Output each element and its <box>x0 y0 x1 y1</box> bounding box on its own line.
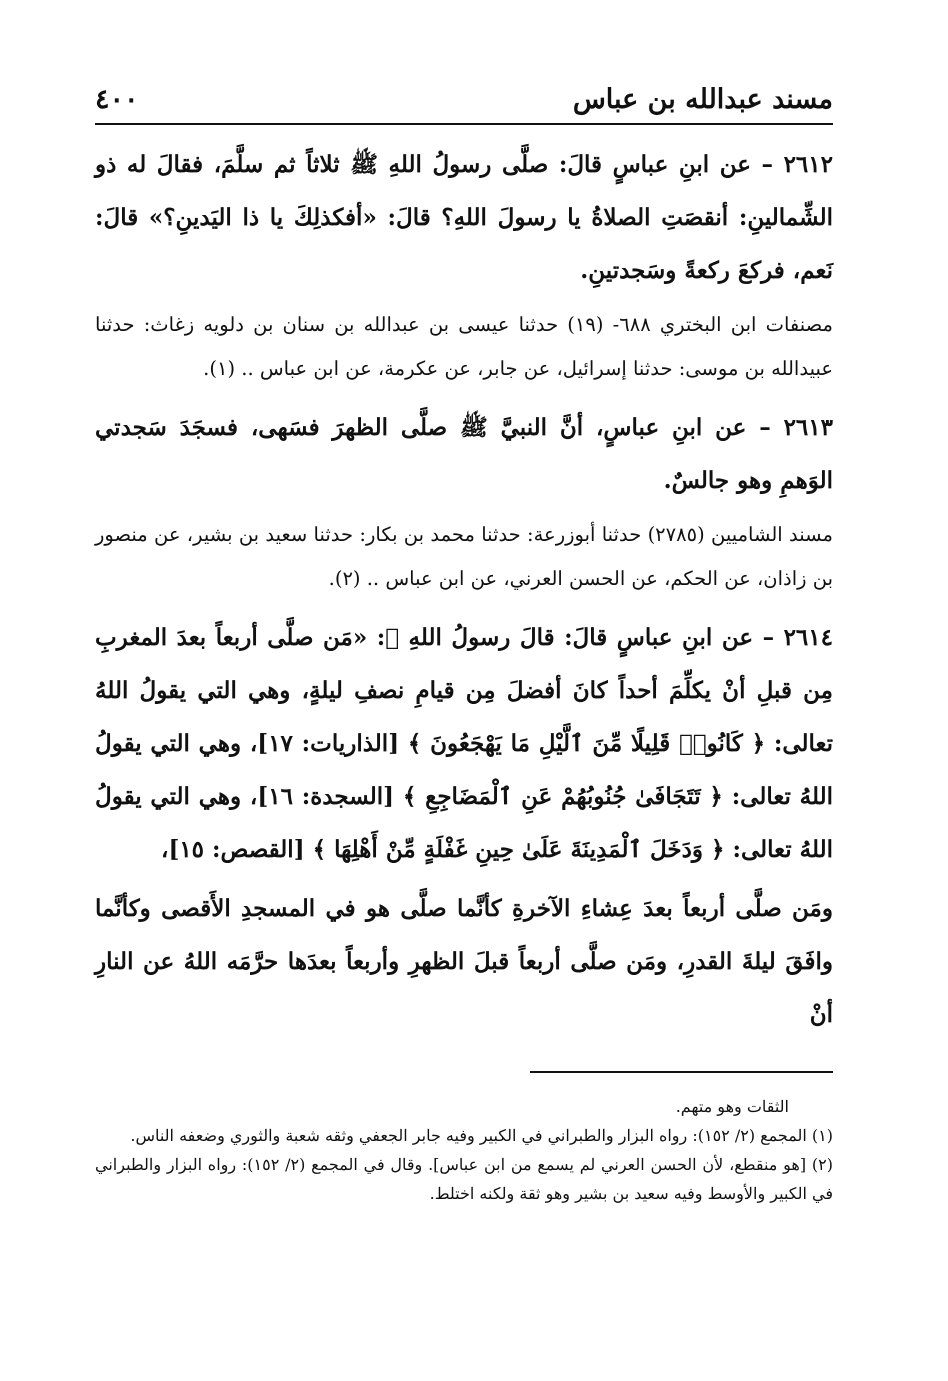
footnote-2: (٢) [هو منقطع، لأن الحسن العرني لم يسمع من ابن عباس]. وقال في المجمع (٢/ ١٥٢): رواه البزار والطبراني في الكبير والأوسط وفيه سعيد بن بشير وهو ثقة ولكنه اختلط. <box>95 1155 833 1203</box>
footnotes <box>95 1092 833 1208</box>
source-2612: مصنفات ابن البختري ٦٨٨- (١٩) حدثنا عيسى بن عبدالله بن سنان بن دلويه زغاث: حدثنا عبيدالله بن موسى: حدثنا إسرائيل، عن جابر، عن عكرمة، عن ابن عباس .. (١). <box>95 313 833 380</box>
hadith-2613: ٢٦١٣ – عن ابنِ عباسٍ، أنَّ النبيَّ ﷺ صلَّى الظهرَ فسَهى، فسجَدَ سَجدتي الوَهمِ وهو جالسٌ. <box>95 414 833 494</box>
hadith-2614-continuation: ومَن صلَّى أربعاً بعدَ عِشاءِ الآخرةِ كأنَّما صلَّى هو في المسجدِ الأَقصى وكأنَّما وافَقَ ليلةَ القدرِ، ومَن صلَّى أربعاً قبلَ الظهرِ وأربعاً بعدَها حرَّمَه اللهُ عن النارِ أنْ <box>95 895 833 1028</box>
hadith-2614: ٢٦١٤ – عن ابنِ عباسٍ قالَ: قالَ رسولُ اللهِ ﷺ: «مَن صلَّى أربعاً بعدَ المغربِ مِن قبلِ أنْ يكلِّمَ أحداً كانَ أفضلَ مِن قيامِ نصفِ ليلةٍ، وهي التي يقولُ اللهُ تعالى: ﴿ كَانُوا۟ قَلِيلًا مِّنَ ٱلَّيْلِ مَا يَهْجَعُونَ ﴾ [الذاريات: ١٧]، وهي التي يقولُ اللهُ تعالى: ﴿ تَتَجَافَىٰ جُنُوبُهُمْ عَنِ ٱلْمَضَاجِعِ ﴾ [السجدة: ١٦]، وهي التي يقولُ اللهُ تعالى: ﴿ وَدَخَلَ ٱلْمَدِينَةَ عَلَىٰ حِينِ غَفْلَةٍ مِّنْ أَهْلِهَا ﴾ [القصص: ١٥]، <box>95 624 834 863</box>
footnote-1: (١) المجمع (٢/ ١٥٢): رواه البزار والطبراني في الكبير وفيه جابر الجعفي وثقه شعبة والثوري وضعفه الناس. <box>130 1126 833 1145</box>
header-divider <box>95 123 833 125</box>
header-title: مسند عبدالله بن عباس <box>572 84 833 115</box>
main-text <box>95 138 833 1041</box>
footnote-carryover: الثقات وهو متهم. <box>675 1097 789 1116</box>
footnote-divider <box>530 1071 833 1073</box>
hadith-2612: ٢٦١٢ – عن ابنِ عباسٍ قالَ: صلَّى رسولُ اللهِ ﷺ ثلاثاً ثم سلَّمَ، فقالَ له ذو الشِّمالينِ: أنقصَتِ الصلاةُ يا رسولَ اللهِ؟ قالَ: «أفكذلِكَ يا ذا اليَدينِ؟» قالَ: نَعم، فركعَ ركعةً وسَجدتينِ. <box>95 151 833 284</box>
page-number: ٤٠٠ <box>95 84 139 115</box>
source-2613: مسند الشاميين (٢٧٨٥) حدثنا أبوزرعة: حدثنا محمد بن بكار: حدثنا سعيد بن بشير، عن منصور بن زاذان، عن الحكم، عن الحسن العرني، عن ابن عباس .. (٢). <box>95 523 833 590</box>
running-header <box>95 78 833 122</box>
